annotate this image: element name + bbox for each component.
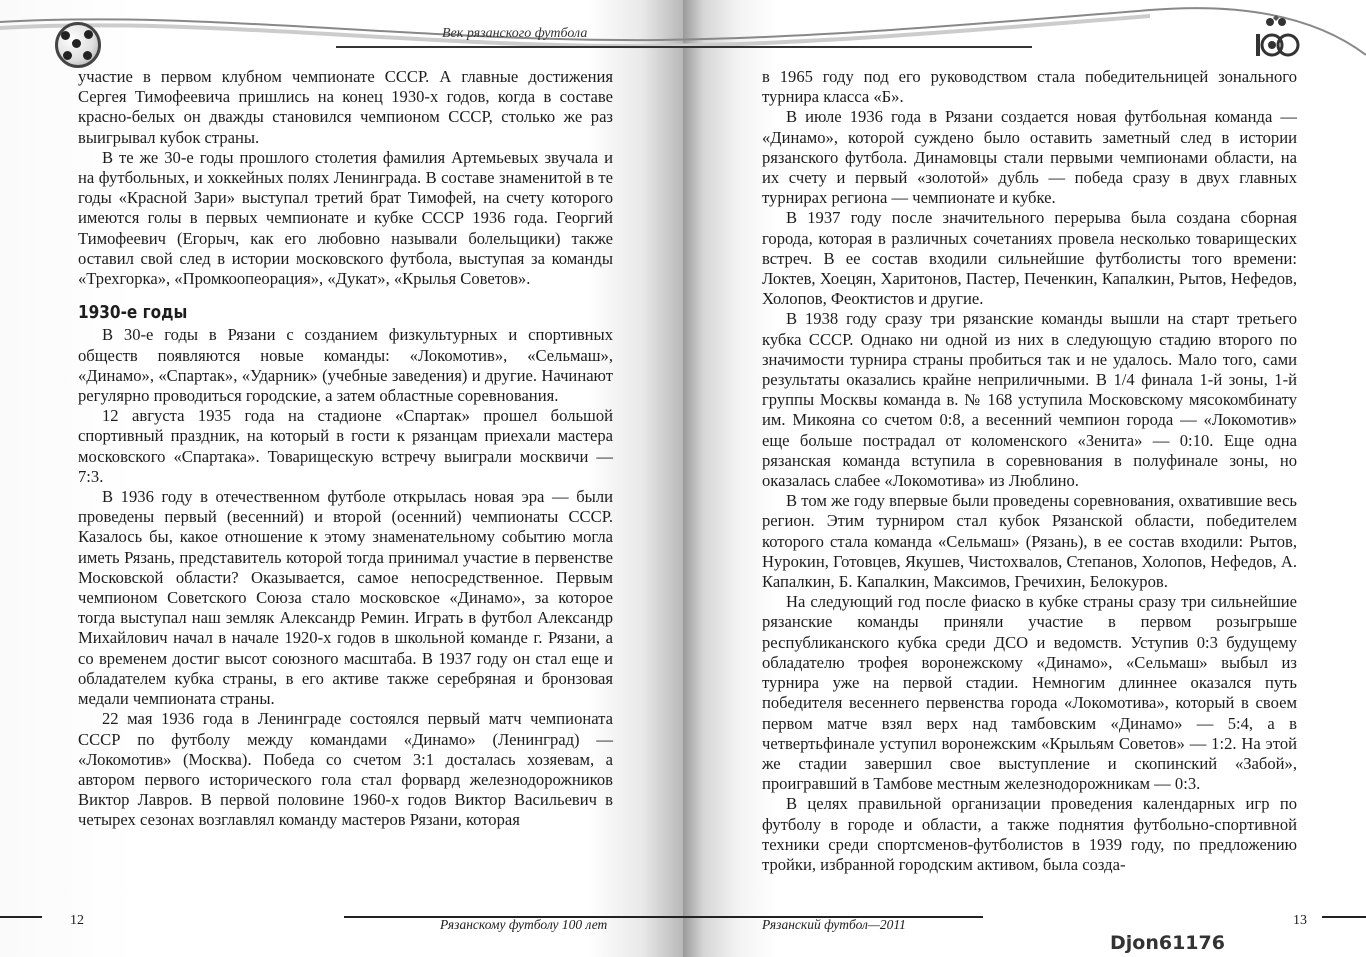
paragraph: участие в первом клубном чемпионате СССР. А главные достижения Сергея Тимофеевича пришлись на конец 1930-х годов, когда в составе красно-белых он дважды становился чемпионом СССР, столько же раз выигрывал кубок страны. bbox=[78, 67, 613, 147]
football-icon bbox=[55, 22, 101, 68]
footer-title-right: Рязанский футбол—2011 bbox=[762, 917, 906, 932]
paragraph: В июле 1936 года в Рязани создается новая футбольная команда — «Динамо», которой суждено было оставить заметный след в истории рязанского футбола. Динамовцы стали первыми чемпионами области, на их счету и первый «золотой» дубль — победа сразу в двух главных турнирах региона — чемпионате и кубке. bbox=[762, 107, 1297, 208]
paragraph: В целях правильной организации проведения календарных игр по футболу в городе и области, а также поднятия футбольно-спортивной техники среди спортсменов-футболистов в 1939 году, по предложению тройки, избранной городским активом, была созда- bbox=[762, 794, 1297, 874]
paragraph: В том же году впервые были проведены соревнования, охватившие весь регион. Этим турниром стал кубок Рязанской области, победителем которого стала команда «Сельмаш» (Рязань), в ее состав входили: Рытов, Нурокин, Готовцев, Якушев, Чистохвалов, Степанов, Холопов, Нефедов, А. Капалкин, Б. Капалкин, Максимов, Гречихин, Белокуров. bbox=[762, 491, 1297, 592]
paragraph: На следующий год после фиаско в кубке страны сразу три сильнейшие рязанские команды приняли участие в первом розыгрыше республиканского кубка среди ДСО и ведомств. Уступив 0:3 будущему обладателю трофея воронежскому «Динамо», «Сельмаш» выбыл из турнира уже на первой стадии. Немногим длиннее оказался путь победителя весеннего первенства города «Локомотива», который в своем первом матче взял верх над тамбовским «Динамо» — 5:4, а в четвертьфинале уступил воронежским «Крыльям Советов» — 1:2. На этой же стадии завершил свое выступление и скопинский «Забой», проигравший в Тамбове местным железнодорожникам — 0:3. bbox=[762, 592, 1297, 794]
right-page-body bbox=[762, 67, 1297, 875]
header-rule bbox=[336, 46, 1032, 48]
footer-title-left: Рязанскому футболу 100 лет bbox=[440, 917, 608, 932]
page-number-left: 12 bbox=[70, 913, 84, 928]
watermark: Djon61176 bbox=[1110, 932, 1225, 954]
section-heading: 1930-е годы bbox=[78, 302, 188, 324]
header-swoosh-decoration bbox=[0, 0, 1366, 60]
left-page-body bbox=[78, 67, 613, 831]
paragraph: В те же 30-е годы прошлого столетия фамилия Артемьевых звучала и на футбольных, и хоккейных полях Ленинграда. В составе знаменитой в те годы «Красной Зари» выступал третий брат Тимофей, на счету которого имеются голы в первых чемпионате и кубке СССР 1936 года. Георгий Тимофеевич (Егорыч, как его любовно называли болельщики) также оставил свой след в истории московского футбола, выступая за команды «Трехгорка», «Промкоопеорация», «Дукат», «Крылья Советов». bbox=[78, 147, 613, 289]
running-title: Век рязанского футбола bbox=[442, 26, 588, 41]
page-number-right: 13 bbox=[1293, 913, 1307, 928]
paragraph: в 1965 году под его руководством стала победительницей зонального турнира класса «Б». bbox=[762, 67, 1297, 107]
centenary-logo-icon bbox=[1252, 14, 1302, 64]
paragraph: В 1937 году после значительного перерыва была создана сборная города, которая в различных сочетаниях провела несколько товарищеских встреч. В ее состав входили сильнейшие футболисты того времени: Локтев, Хоецян, Харитонов, Пастер, Печенкин, Капалкин, Рытов, Нефедов, Холопов, Феоктистов и другие. bbox=[762, 208, 1297, 309]
paragraph: В 1938 году сразу три рязанские команды вышли на старт третьего кубка СССР. Однако ни одной из них в следующую стадию второго по значимости турнира страны пробиться так и не удалось. Мало того, сами результаты оказались крайне неприличными. В 1/4 финала 1-й зоны, 1-й группы Москвы команда в. № 168 уступила Московскому мясокомбинату им. Микояна со счетом 0:8, а весенний чемпион города — «Локомотив» еще больше пострадал от коломенского «Зенита» — 0:10. Еще одна рязанская команда вступила в соревнования в полуфинале зоны, но оказалась слабее «Локомотива» из Люблино. bbox=[762, 309, 1297, 491]
footer-rule-right-end bbox=[1322, 916, 1366, 918]
paragraph: 12 августа 1935 года на стадионе «Спартак» прошел большой спортивный праздник, на который в гости к рязанцам приехали мастера московского «Спартака». Товарищескую встречу выиграли москвичи — 7:3. bbox=[78, 406, 613, 486]
paragraph: 22 мая 1936 года в Ленинграде состоялся первый матч чемпионата СССР по футболу между командами «Динамо» (Ленинград) — «Локомотив» (Москва). Победа со счетом 3:1 досталась хозяевам, а автором первого исторического гола стал форвард железнодорожников Виктор Лавров. В первой половине 1960-х годов Виктор Васильевич в четырех сезонах возглавлял команду мастеров Рязани, которая bbox=[78, 709, 613, 830]
paragraph: В 30-е годы в Рязани с созданием физкультурных и спортивных обществ появляются новые команды: «Локомотив», «Сельмаш», «Динамо», «Спартак», «Ударник» (учебные заведения) и другие. Начинают регулярно проводиться городские, а затем областные соревнования. bbox=[78, 325, 613, 406]
paragraph: В 1936 году в отечественном футболе открылась новая эра — были проведены первый (весенний) и второй (осенний) чемпионаты СССР. Казалось бы, какое отношение к этому знаменательному событию могла иметь Рязань, представитель которой тогда принимал участие в первенстве Московской области? Оказывается, самое непосредственное. Первым чемпионом Советского Союза стало московское «Динамо», за которое тогда выступал наш земляк Александр Ремин. Играть в футбол Александр Михайлович начал в начале 1920-х годов в школьной команде г. Рязани, а со временем достиг высот союзного масштаба. В 1937 году он стал еще и обладателем кубка страны, в его активе также серебряная и бронзовая медали чемпионата страны. bbox=[78, 487, 613, 709]
footer-rule-left-end bbox=[0, 916, 42, 918]
